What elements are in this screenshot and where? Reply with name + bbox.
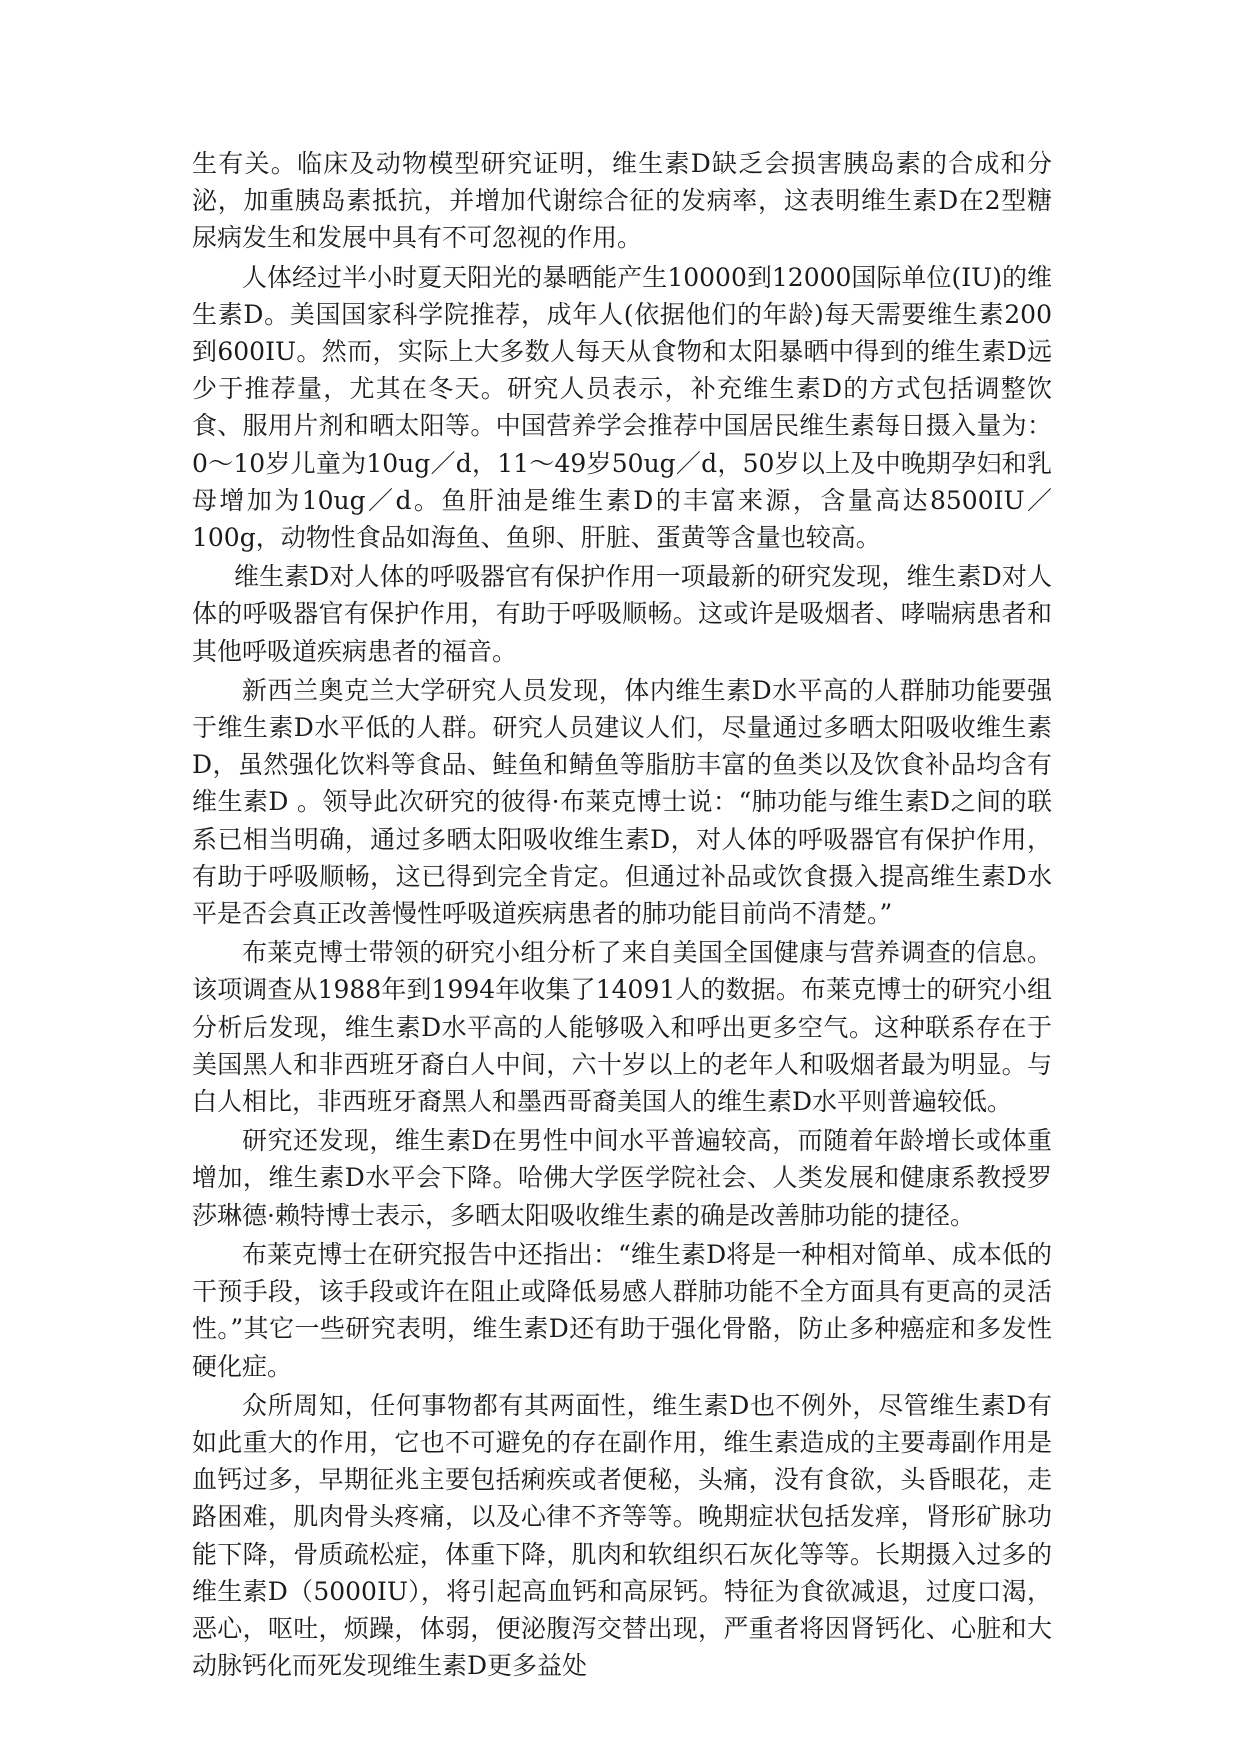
- paragraph-intervention-quote: 布莱克博士在研究报告中还指出：“维生素D将是一种相对简单、成本低的干预手段，该手段或许在阻止或降低易感人群肺功能不全方面具有更高的灵活性。”其它一些研究表明，维生素D还有助于强化骨骼，防止多种癌症和多发性硬化症。: [192, 1239, 1052, 1381]
- paragraph-survey-analysis: 布莱克博士带领的研究小组分析了来自美国全国健康与营养调查的信息。该项调查从1988年到1994年收集了14091人的数据。布莱克博士的研究小组分析后发现，维生素D水平高的人能够吸入和呼出更多空气。这种联系存在于美国黑人和非西班牙裔白人中间，六十岁以上的老年人和吸烟者最为明显。与白人相比，非西班牙裔黑人和墨西哥裔美国人的维生素D水平则普遍较低。: [192, 938, 1052, 1117]
- paragraph-gender-age-findings: 研究还发现，维生素D在男性中间水平普遍较高，而随着年龄增长或体重增加，维生素D水平会下降。哈佛大学医学院社会、人类发展和健康系教授罗莎琳德·赖特博士表示，多晒太阳吸收维生素的确是改善肺功能的捷径。: [192, 1126, 1052, 1230]
- document-body: [192, 145, 1052, 1686]
- paragraph-auckland-study: 新西兰奥克兰大学研究人员发现，体内维生素D水平高的人群肺功能要强于维生素D水平低的人群。研究人员建议人们，尽量通过多晒太阳吸收维生素D，虽然强化饮料等食品、鲑鱼和鲭鱼等脂肪丰富的鱼类以及饮食补品均含有维生素D 。领导此次研究的彼得·布莱克博士说：“肺功能与维生素D之间的联系已相当明确，通过多晒太阳吸收维生素D，对人体的呼吸器官有保护作用，有助于呼吸顺畅，这已得到完全肯定。但通过补品或饮食摄入提高维生素D水平是否会真正改善慢性呼吸道疾病患者的肺功能目前尚不清楚。”: [192, 675, 1052, 929]
- paragraph-respiratory-protection: 维生素D对人体的呼吸器官有保护作用一项最新的研究发现，维生素D对人体的呼吸器官有保护作用，有助于呼吸顺畅。这或许是吸烟者、哮喘病患者和其他呼吸道疾病患者的福音。: [192, 562, 1052, 666]
- paragraph-diabetes-role: 生有关。临床及动物模型研究证明，维生素D缺乏会损害胰岛素的合成和分泌，加重胰岛素抵抗，并增加代谢综合征的发病率，这表明维生素D在2型糖尿病发生和发展中具有不可忽视的作用。: [192, 149, 1052, 253]
- paragraph-side-effects: 众所周知，任何事物都有其两面性，维生素D也不例外，尽管维生素D有如此重大的作用，它也不可避免的存在副作用，维生素造成的主要毒副作用是血钙过多，早期征兆主要包括痢疾或者便秘，头痛，没有食欲，头昏眼花，走路困难，肌肉骨头疼痛，以及心律不齐等等。晚期症状包括发痒，肾形矿脉功能下降，骨质疏松症，体重下降，肌肉和软组织石灰化等等。长期摄入过多的维生素D（5000IU），将引起高血钙和高尿钙。特征为食欲减退，过度口渴，恶心，呕吐，烦躁，体弱，便泌腹泻交替出现，严重者将因肾钙化、心脏和大动脉钙化而死发现维生素D更多益处: [192, 1390, 1052, 1681]
- paragraph-sunlight-intake: 人体经过半小时夏天阳光的暴晒能产生10000到12000国际单位(IU)的维生素D。美国国家科学院推荐，成年人(依据他们的年龄)每天需要维生素200到600IU。然而，实际上大多数人每天从食物和太阳暴晒中得到的维生素D远少于推荐量，尤其在冬天。研究人员表示，补充维生素D的方式包括调整饮食、服用片剂和晒太阳等。中国营养学会推荐中国居民维生素每日摄入量为：0～10岁儿童为10ug／d，11～49岁50ug／d，50岁以上及中晚期孕妇和乳母增加为10ug／d。鱼肝油是维生素D的丰富来源，含量高达8500IU／100g，动物性食品如海鱼、鱼卵、肝脏、蛋黄等含量也较高。: [192, 262, 1052, 553]
